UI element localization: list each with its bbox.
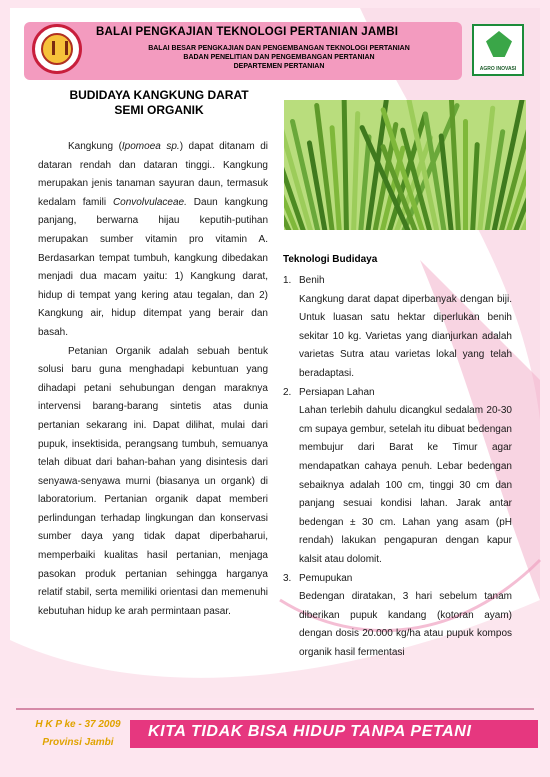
agro-inovasi-leaf-icon [486,31,512,57]
item-text: Kangkung darat dapat diperbanyak dengan biji. Untuk luasan satu hektar diperlukan benih sekitar 10 kg. Varietas yang dianjurkan adalah varietas Sutra atau varietas lokal yang telah beradaptasi. [299,293,512,379]
list-item: 1. Benih Kangkung darat dapat diperbanyak dengan biji. Untuk luasan satu hektar diperlukan benih sekitar 10 kg. Varietas yang dianjurkan adalah varietas Sutra atau varietas lokal yang telah beradaptasi. [283,272,512,384]
balai-emblem-icon [32,24,82,74]
agro-inovasi-logo [472,24,524,76]
item-text: Bedengan diratakan, 3 hari sebelum tanam diberikan pupuk kandang (kotoran ayam) dengan dosis 20.000 kg/ha atau pupuk kompos organik hasil fermentasi [299,591,512,658]
event-label: H K P ke - 37 2009 [35,719,121,730]
section-body [283,272,512,662]
event-badge [22,716,134,752]
institution-line-3: DEPARTEMEN PERTANIAN [233,63,325,70]
item-heading: Benih [299,275,325,286]
institution-line-1: BALAI BESAR PENGKAJIAN DAN PENGEMBANGAN TEKNOLOGI PERTANIAN [148,45,410,52]
grass-blade [463,119,468,230]
footer-divider [16,708,534,710]
item-heading: Persiapan Lahan [299,386,375,398]
kangkung-photo [284,100,526,230]
section-title: Teknologi Budidaya [283,254,378,265]
paragraph-organic: Petanian Organik adalah sebuah bentuk solusi baru guna menghadapi kebuntuan yang dihadapi petani sehubungan dengan maraknya intervensi barang-barang sintetis atas dunia pertanian sekarang ini. Dapat dilihat, mulai dari pupuk, insektisida, perangsang tumbuh, semuanya telah dibuat dari bahan-bahan yang disintesis dari senyawa-senyawa murni (biasanya un organk) di laboratorium. Pertanian organik dapat memberi perlindungan terhadap lingkungan dan konservasi sumber daya yang tidak dapat diperbaharui, memperbaiki kualitas hasil pertanian, menjaga pasokan produk pertanian sehingga harganya relatif stabil, serta memiliki orientasi dan memenuhi kebutuhan hidup ke arah permintaan pasar. [38,345,268,617]
item-text: Lahan terlebih dahulu dicangkul sedalam 20-30 cm supaya gembur, setelah itu dibuat bedengan membujur dari Barat ke Timur agar mendapatkan cahaya penuh. Lebar bedengan sebaiknya adalah 100 cm, tinggi 30 cm dan panjang sesuai kondisi lahan. Jarak antar bedengan ± 30 cm. Lahan yang asam (pH rendah) lakukan pengapuran dengan kapur kalsit atau dolomit. [299,405,512,565]
grass-blade [477,105,495,230]
article-title-line-2: SEMI ORGANIK [114,103,204,117]
paragraph-intro: Kangkung (Ipomoea sp.) dapat ditanam di dataran rendah dan dataran tinggi.. Kangkung merupakan jenis tanaman sayuran daun, termasuk kedalam famili Convolvulaceae. Daun kangkung panjang, berwarna hijau keputih-putihan merupakan sumber vitamin pro vitamin A. Berdasarkan tempat tumbuh, kangkung dibedakan menjadi dua macam yaitu: 1) Kangkung darat, hidup di tempat yang kering atau tegalan, dan 2) Kangkung air, hidup ditempat yang berair dan basah. [38,141,268,338]
slogan-text: KITA TIDAK BISA HIDUP TANPA PETANI [148,723,472,740]
list-item: 2. Persiapan Lahan Lahan terlebih dahulu dicangkul sedalam 20-30 cm supaya gembur, setelah itu dibuat bedengan membujur dari Barat ke Timur agar mendapatkan cahaya penuh. Lebar bedengan sebaiknya adalah 100 cm, tinggi 30 cm dan panjang sesuai kondisi lahan. Jarak antar bedengan ± 30 cm. Lahan yang asam (pH rendah) lakukan pengapuran dengan kapur kalsit atau dolomit. [283,384,512,570]
article-title [34,88,284,118]
list-item: 3. Pemupukan Bedengan diratakan, 3 hari sebelum tanam diberikan pupuk kandang (kotoran ayam) dengan dosis 20.000 kg/ha atau pupuk kompos organik hasil fermentasi [283,570,512,663]
article-body [38,138,268,621]
grass-blade [341,100,349,230]
article-title-line-1: BUDIDAYA KANGKUNG DARAT [69,88,249,102]
institution-title: BALAI PENGKAJIAN TEKNOLOGI PERTANIAN JAMBI [96,26,399,38]
item-heading: Pemupukan [299,572,353,584]
brand-label: AGRO INOVASI [479,66,517,72]
institution-line-2: BADAN PENELITIAN DAN PENGEMBANGAN PERTANIAN [183,54,375,61]
province-label: Provinsi Jambi [42,737,114,748]
